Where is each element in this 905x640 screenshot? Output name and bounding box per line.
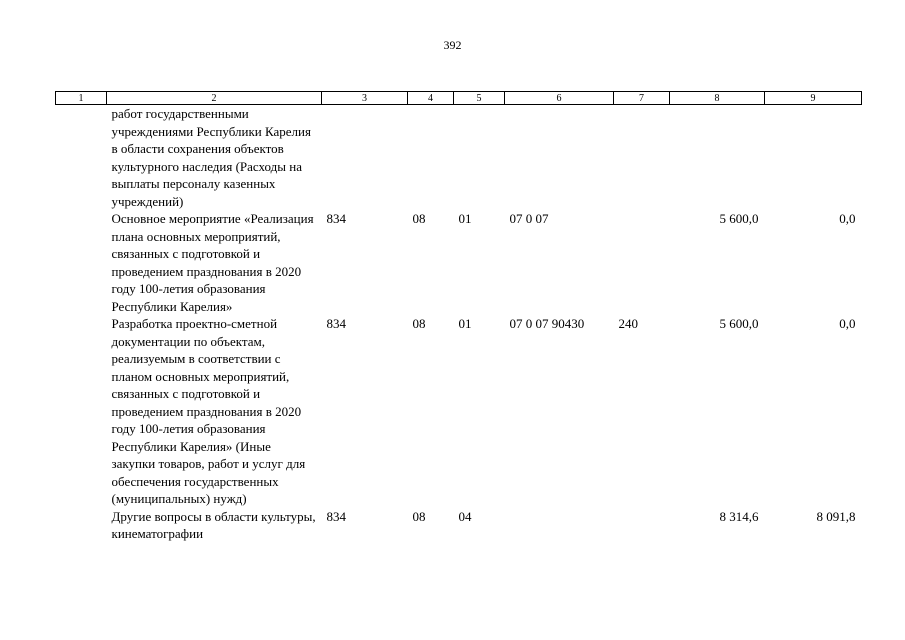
column-header-7: 7 — [614, 92, 670, 105]
cell-subsection — [454, 105, 505, 211]
cell-amount-1: 5 600,0 — [719, 211, 759, 226]
cell-ministry-code: 834 — [326, 316, 346, 331]
cell-expense-type — [614, 105, 670, 211]
cell-target-article — [505, 105, 614, 211]
cell-amount-2: 8 091,8 — [816, 508, 856, 524]
column-header-6: 6 — [505, 92, 614, 105]
cell-ministry-code: 834 — [326, 508, 346, 524]
table-row — [56, 508, 862, 543]
cell-amount-2: 0,0 — [839, 211, 856, 226]
cell-section: 08 — [412, 211, 426, 226]
budget-table — [55, 91, 862, 543]
cell-target-article: 07 0 07 — [509, 211, 549, 226]
cell-subsection: 01 — [458, 211, 472, 226]
table-header-row — [56, 92, 862, 105]
cell-amount-2: 0,0 — [839, 316, 856, 331]
cell-description: Основное мероприятие «Реализация плана основных мероприятий, связанных с подготовкой и проведением празднования в 2020 году 100-летия образования Республики Карелия» — [111, 211, 314, 314]
cell-target-article: 07 0 07 90430 — [509, 316, 585, 331]
cell-col1 — [56, 508, 107, 543]
cell-description: работ государственными учреждениями Республики Карелия в области сохранения объектов культурного наследия (Расходы на выплаты персоналу казенных учреждений) — [111, 106, 311, 209]
cell-subsection: 04 — [458, 508, 472, 524]
column-header-9: 9 — [765, 92, 862, 105]
page-number: 392 — [443, 38, 462, 52]
cell-amount-2 — [765, 105, 862, 211]
cell-amount-1 — [670, 105, 765, 211]
cell-col1 — [56, 210, 107, 315]
cell-section: 08 — [412, 508, 426, 524]
cell-ministry-code — [322, 105, 408, 211]
column-header-1: 1 — [56, 92, 107, 105]
column-header-5: 5 — [454, 92, 505, 105]
cell-amount-1: 8 314,6 — [719, 508, 759, 524]
cell-expense-type — [614, 210, 670, 315]
table-row — [56, 315, 862, 508]
column-header-3: 3 — [322, 92, 408, 105]
cell-description: Разработка проектно-сметной документации по объектам, реализуемым в соответствии с планом основных мероприятий, связанных с подготовкой и проведением празднования в 2020 году 100-летия образования Республики Карелия» (Иные закупки товаров, работ и услуг для обеспечения государственных (муниципальных) нужд) — [111, 316, 306, 506]
cell-ministry-code: 834 — [326, 211, 346, 226]
cell-subsection: 01 — [458, 316, 472, 331]
column-header-4: 4 — [408, 92, 454, 105]
column-header-8: 8 — [670, 92, 765, 105]
cell-section — [408, 105, 454, 211]
cell-description: Другие вопросы в области культуры, кинематографии — [111, 508, 316, 541]
cell-expense-type: 240 — [618, 316, 638, 331]
cell-col1 — [56, 105, 107, 211]
cell-col1 — [56, 315, 107, 508]
cell-section: 08 — [412, 316, 426, 331]
table-row — [56, 210, 862, 315]
cell-expense-type — [614, 508, 670, 543]
column-header-2: 2 — [107, 92, 322, 105]
cell-amount-1: 5 600,0 — [719, 316, 759, 331]
cell-target-article — [505, 508, 614, 543]
table-row — [56, 105, 862, 211]
